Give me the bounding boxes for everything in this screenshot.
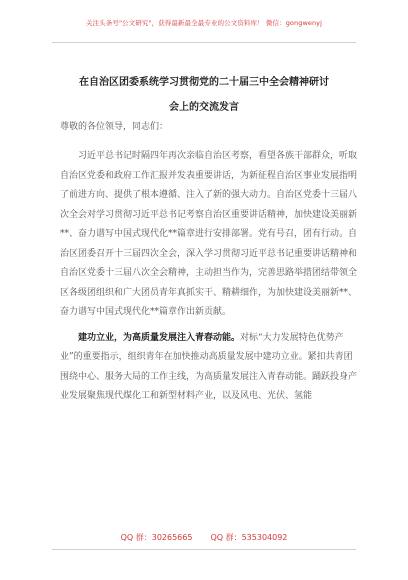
footer-divider — [52, 549, 356, 550]
paragraph-2-lead: 建功立业，为高质量发展注入青春动能。 — [60, 332, 241, 343]
title-line-2: 会上的交流发言 — [169, 102, 239, 113]
page-header — [0, 18, 408, 27]
footer-qq-group-1: QQ 群：30265665 — [120, 533, 193, 542]
header-divider — [52, 42, 356, 43]
salutation: 尊敬的各位领导，同志们： — [60, 122, 169, 132]
paragraph-2-text: 对标“大力发展特色优势产业”的重要指示，组织青年在加快推动高质量发展中建功立业。紧扣共青团围绕中心、服务大局的工作主线，为高质量发展注入青春动能。踊跃投身产业发展聚焦现代煤化工和新型材料产业，以及风电、光伏、氢能 — [60, 332, 358, 401]
header-text: 关注头条号"公文研究"，获得最新最全最专业的公文资料库！ 微信：gongwenyj — [85, 19, 323, 27]
document-body — [60, 147, 360, 407]
title-line-1: 在自治区团委系统学习贯彻党的二十届三中全会精神研讨 — [79, 77, 329, 88]
footer-qq-group-2: QQ 群：535304092 — [210, 533, 288, 542]
document-title — [52, 70, 356, 120]
page-footer — [0, 532, 408, 543]
paragraph-1 — [60, 147, 360, 323]
paragraph-1-text: 习近平总书记时隔四年再次亲临自治区考察，看望各族干部群众，听取自治区党委和政府工作汇报并发表重要讲话，为新征程自治区事业发展指明了前进方向、提供了根本遵循、注入了新的强大动力。自治区党委十三届八次全会对学习贯彻习近平总书记考察自治区重要讲话精神，加快建设美丽新**、奋力谱写中国式现代化**篇章进行安排部署。党有号召，团有行动。自治区团委召开十三届四次全会，深入学习贯彻习近平总书记重要讲话精神和自治区党委十三届八次全会精神，主动担当作为，完善思路举措团结带领全区各级团组织和广大团员青年真抓实干、精耕细作，为加快建设美丽新**、奋力谱写中国式现代化**篇章作出新贡献。 — [60, 151, 358, 317]
paragraph-2 — [60, 329, 360, 407]
